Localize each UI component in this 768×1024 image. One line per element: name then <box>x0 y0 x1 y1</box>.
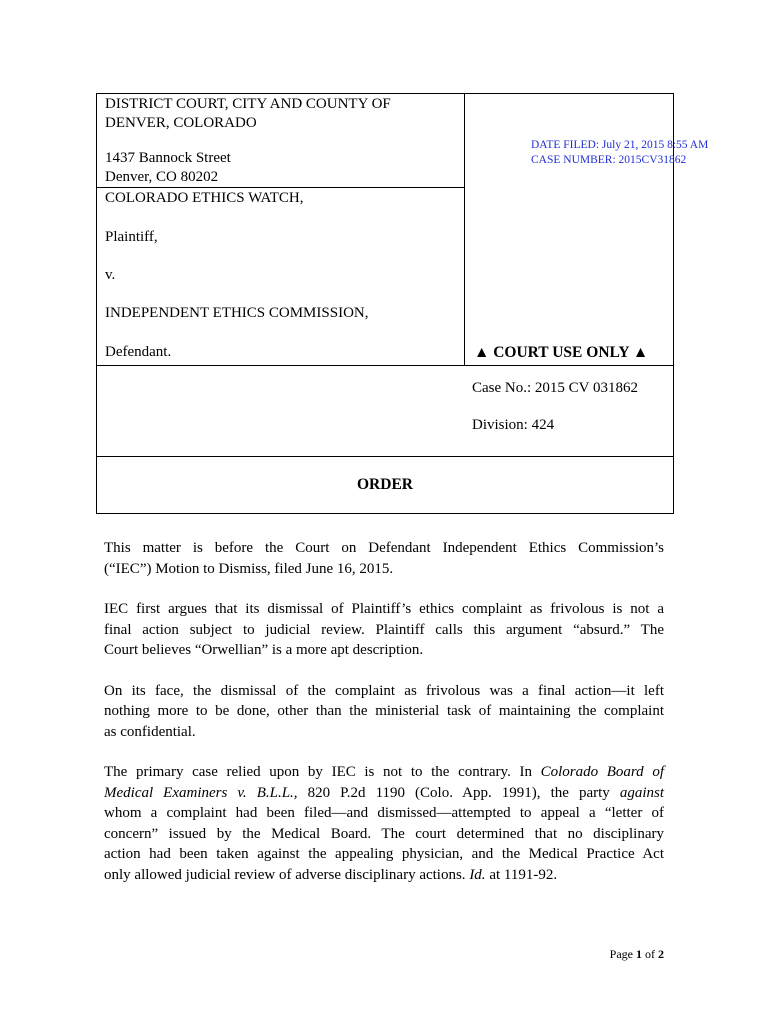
paragraph-2 <box>104 599 664 661</box>
order-title: ORDER <box>357 476 413 493</box>
paragraph-line: action had been taken against the appealing physician, and the Medical Practice Act <box>104 846 664 862</box>
page-current: 1 <box>636 947 642 961</box>
paragraph-4 <box>104 762 664 885</box>
defendant-label: Defendant. <box>105 344 172 360</box>
paragraph-line: Court believes “Orwellian” is a more apt description. <box>104 642 424 658</box>
court-address-line2: Denver, CO 80202 <box>105 169 219 185</box>
paragraph-1 <box>104 538 664 579</box>
filing-stamp <box>531 138 708 168</box>
plaintiff-name: COLORADO ETHICS WATCH, <box>105 190 304 206</box>
versus-label: v. <box>105 267 116 283</box>
paragraph-line: concern” issued by the Medical Board. The court determined that no disciplinary <box>104 825 664 842</box>
page-number-footer <box>610 947 664 962</box>
caption-vertical-divider <box>464 93 465 365</box>
case-citation-italic: Medical Examiners v. B.L.L., <box>104 784 298 801</box>
court-name-line1: DISTRICT COURT, CITY AND COUNTY OF <box>105 96 391 112</box>
text-run: at 1191-92. <box>485 866 558 883</box>
paragraph-line: as confidential. <box>104 723 196 740</box>
court-name-line2: DENVER, COLORADO <box>105 115 257 131</box>
caption-divider-parties <box>96 365 674 366</box>
caption-divider-order <box>96 456 674 457</box>
case-number: Case No.: 2015 CV 031862 <box>472 380 638 396</box>
paragraph-line: On its face, the dismissal of the complaint as frivolous was a final action—it left <box>104 682 664 699</box>
court-use-only-label: ▲ COURT USE ONLY ▲ <box>474 344 649 361</box>
paragraph-line <box>104 865 664 886</box>
paragraph-line <box>104 783 664 804</box>
filing-stamp-date: DATE FILED: July 21, 2015 8:55 AM <box>531 139 709 151</box>
emphasis-italic: against <box>619 784 664 801</box>
paragraph-line: IEC first argues that its dismissal of Plaintiff’s ethics complaint as frivolous is not a <box>104 601 664 617</box>
id-citation-italic: Id. <box>469 866 486 883</box>
text-run: only allowed judicial review of adverse disciplinary actions. <box>104 866 470 883</box>
court-name <box>105 95 391 133</box>
paragraph-line: final action subject to judicial review. Plaintiff calls this argument “absurd.” The <box>104 621 664 638</box>
paragraph-3 <box>104 681 664 743</box>
paragraph-line: (“IEC”) Motion to Dismiss, filed June 16, 2015. <box>104 560 394 577</box>
filing-stamp-case-number: CASE NUMBER: 2015CV31862 <box>531 154 687 166</box>
of-word: of <box>645 947 655 961</box>
text-run: 820 P.2d 1190 (Colo. App. 1991), the party <box>297 784 620 801</box>
caption-divider-court <box>96 187 464 188</box>
court-address <box>105 149 231 187</box>
paragraph-line: whom a complaint had been filed—and dismissed—attempted to appeal a “letter of <box>104 805 664 821</box>
text-run: The primary case relied upon by IEC is not to the contrary. In <box>104 764 541 780</box>
paragraph-line: This matter is before the Court on Defendant Independent Ethics Commission’s <box>104 540 664 556</box>
page-total: 2 <box>658 947 664 961</box>
order-body <box>104 538 664 905</box>
defendant-name: INDEPENDENT ETHICS COMMISSION, <box>105 305 369 321</box>
paragraph-line <box>104 762 664 783</box>
plaintiff-label: Plaintiff, <box>105 229 158 245</box>
court-address-line1: 1437 Bannock Street <box>105 150 231 166</box>
division-number: Division: 424 <box>472 417 555 433</box>
page-word: Page <box>609 947 633 961</box>
case-citation-italic: Colorado Board of <box>540 764 664 780</box>
paragraph-line: nothing more to be done, other than the ministerial task of maintaining the complaint <box>104 703 664 719</box>
